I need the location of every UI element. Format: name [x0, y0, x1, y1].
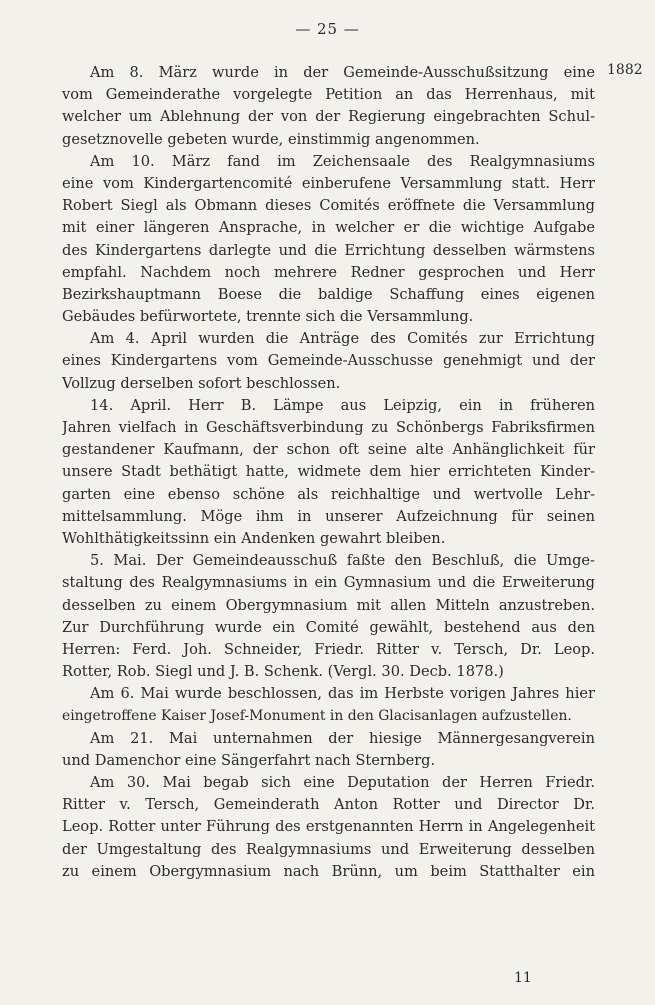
- text-line: eingetroffene Kaiser Josef-Monument in den Glacisanlagen aufzustellen.: [62, 708, 572, 725]
- text-line: 14. April. Herr B. Lämpe aus Leipzig, ein in früheren: [90, 396, 595, 414]
- text-line: der Umgestaltung des Realgymnasiums und Erweiterung desselben: [62, 840, 595, 858]
- text-line: mit einer längeren Ansprache, in welcher er die wichtige Aufgabe: [62, 219, 595, 237]
- text-line: Am 6. Mai wurde beschlossen, das im Herbste vorigen Jahres hier: [90, 685, 595, 703]
- text-line: Vollzug derselben sofort beschlossen.: [62, 374, 341, 392]
- text-line: eines Kindergartens vom Gemeinde-Ausschusse genehmigt und der: [62, 352, 595, 370]
- text-line: Robert Siegl als Obmann dieses Comités eröffnete die Versammlung: [62, 197, 595, 215]
- text-line: empfahl. Nachdem noch mehrere Redner gesprochen und Herr: [62, 263, 595, 281]
- page-number: — 25 —: [295, 20, 360, 38]
- body-text: [62, 62, 595, 883]
- text-line: Herren: Ferd. Joh. Schneider, Friedr. Ritter v. Tersch, Dr. Leop.: [62, 640, 595, 658]
- text-line: Zur Durchführung wurde ein Comité gewählt, bestehend aus den: [62, 618, 595, 636]
- text-line: gestandener Kaufmann, der schon oft seine alte Anhänglichkeit für: [62, 441, 595, 459]
- text-line: desselben zu einem Obergymnasium mit allen Mitteln anzustreben.: [62, 596, 595, 614]
- text-line: Am 21. Mai unternahmen der hiesige Männergesangverein: [90, 729, 595, 747]
- text-line: unsere Stadt bethätigt hatte, widmete dem hier errichteten Kinder-: [62, 463, 595, 481]
- text-line: gesetznovelle gebeten wurde, einstimmig angenommen.: [62, 130, 480, 148]
- text-line: staltung des Realgymnasiums in ein Gymnasium und die Erweiterung: [62, 574, 595, 592]
- text-line: Jahren vielfach in Geschäftsverbindung zu Schönbergs Fabriksfirmen: [62, 419, 595, 436]
- text-line: garten eine ebenso schöne als reichhaltige und wertvolle Lehr-: [62, 485, 595, 503]
- text-line: zu einem Obergymnasium nach Brünn, um beim Statthalter ein: [62, 862, 595, 880]
- text-line: Am 10. März fand im Zeichensaale des Realgymnasiums: [90, 152, 595, 170]
- text-line: mittelsammlung. Möge ihm in unserer Aufzeichnung für seinen: [62, 507, 595, 525]
- text-line: Wohlthätigkeitssinn ein Andenken gewahrt bleiben.: [62, 529, 446, 547]
- text-line: und Damenchor eine Sängerfahrt nach Sternberg.: [62, 751, 436, 769]
- text-line: Rotter, Rob. Siegl und J. B. Schenk. (Vergl. 30. Decb. 1878.): [62, 663, 504, 681]
- text-line: Leop. Rotter unter Führung des erstgenannten Herrn in Angelegenheit: [62, 818, 595, 836]
- text-line: welcher um Ablehnung der von der Regierung eingebrachten Schul-: [62, 108, 595, 126]
- text-line: Ritter v. Tersch, Gemeinderath Anton Rotter und Director Dr.: [62, 796, 595, 814]
- text-line: Am 8. März wurde in der Gemeinde-Ausschußsitzung eine: [90, 64, 595, 81]
- text-line: des Kindergartens darlegte und die Errichtung desselben wärmstens: [62, 241, 595, 259]
- margin-year-note: 1882: [607, 62, 643, 78]
- text-line: Am 4. April wurden die Anträge des Comités zur Errichtung: [90, 330, 595, 348]
- text-line: 5. Mai. Der Gemeindeausschuß faßte den Beschluß, die Umge-: [90, 552, 595, 570]
- text-line: Am 30. Mai begab sich eine Deputation der Herren Friedr.: [90, 774, 595, 791]
- text-line: eine vom Kindergartencomité einberufene Versammlung statt. Herr: [62, 174, 595, 192]
- text-line: vom Gemeinderathe vorgelegte Petition an das Herrenhaus, mit: [62, 86, 595, 104]
- text-line: Gebäudes befürwortete, trennte sich die Versammlung.: [62, 308, 474, 326]
- signature-mark: 11: [514, 970, 532, 986]
- text-line: Bezirkshauptmann Boese die baldige Schaffung eines eigenen: [62, 285, 595, 303]
